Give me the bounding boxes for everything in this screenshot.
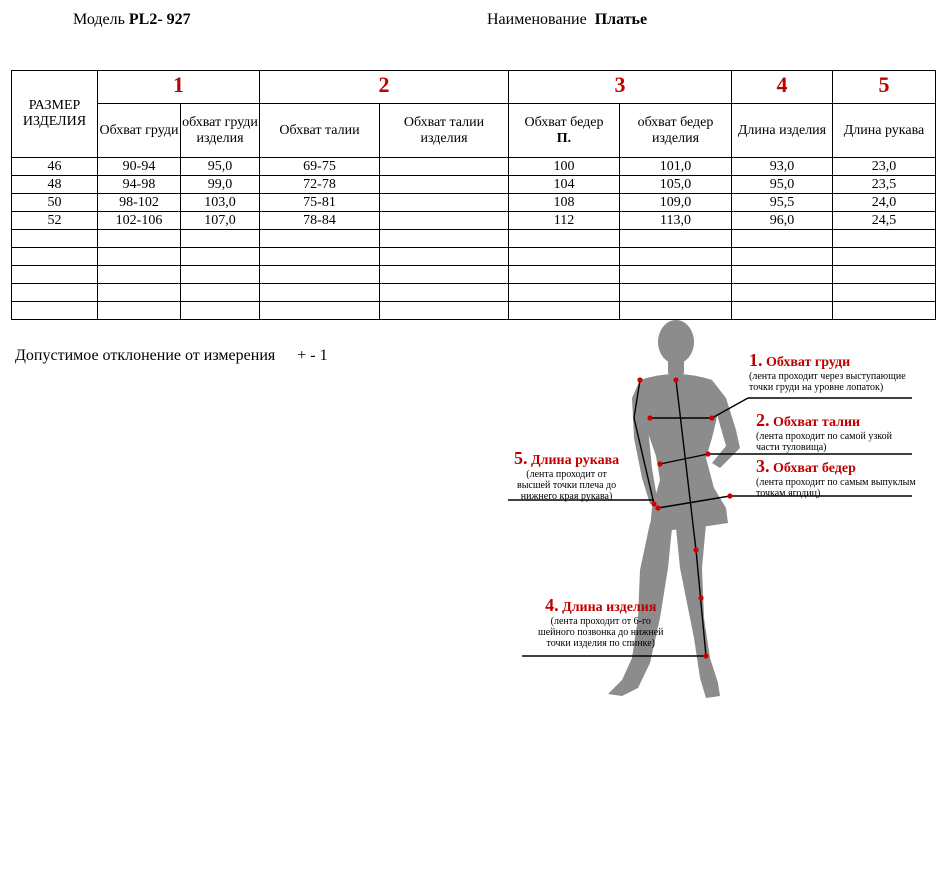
table-cell	[98, 266, 181, 284]
size-cell: 48	[12, 176, 98, 194]
table-cell	[98, 302, 181, 320]
table-cell	[260, 302, 380, 320]
size-cell: 46	[12, 158, 98, 176]
group-header-2: 2	[260, 71, 509, 104]
col-header: Длина изделия	[732, 104, 833, 158]
table-body	[12, 158, 936, 320]
table-cell: 23,5	[833, 176, 936, 194]
table-cell	[833, 284, 936, 302]
size-cell: 52	[12, 212, 98, 230]
name-line	[487, 11, 647, 29]
table-cell	[181, 248, 260, 266]
table-cell: 98-102	[98, 194, 181, 212]
table-cell	[833, 230, 936, 248]
table-row	[12, 284, 936, 302]
table-cell	[380, 176, 509, 194]
table-cell: 105,0	[620, 176, 732, 194]
table-cell: 95,0	[732, 176, 833, 194]
table-cell: 112	[509, 212, 620, 230]
table-cell: 75-81	[260, 194, 380, 212]
table-cell: 95,5	[732, 194, 833, 212]
table-cell: 24,5	[833, 212, 936, 230]
table-cell: 103,0	[181, 194, 260, 212]
model-label: Модель	[73, 11, 125, 28]
size-table	[11, 70, 936, 320]
table-cell	[181, 230, 260, 248]
table-cell	[181, 266, 260, 284]
table-row	[12, 266, 936, 284]
tolerance-value: + - 1	[297, 347, 328, 364]
table-cell: 93,0	[732, 158, 833, 176]
label-sleeve: 5. Длина рукава (лента проходит от высшей точки плеча до нижнего края рукава)	[514, 448, 620, 502]
table-cell	[380, 212, 509, 230]
table-cell: 78-84	[260, 212, 380, 230]
table-row	[12, 176, 936, 194]
size-cell	[12, 230, 98, 248]
table-cell	[380, 194, 509, 212]
table-cell: 69-75	[260, 158, 380, 176]
col-header: Обхват талии изделия	[380, 104, 509, 158]
tolerance-note	[15, 347, 328, 365]
table-cell	[732, 302, 833, 320]
table-cell	[181, 302, 260, 320]
table-cell	[509, 284, 620, 302]
table-cell	[509, 230, 620, 248]
table-cell: 107,0	[181, 212, 260, 230]
label-waist: 2. Обхват талии (лента проходит по самой узкой части туловища)	[756, 410, 892, 453]
table-cell: 113,0	[620, 212, 732, 230]
table-row	[12, 302, 936, 320]
col-header: Обхват бедер П.	[509, 104, 620, 158]
table-cell	[620, 248, 732, 266]
label-chest: 1. Обхват груди (лента проходит через выступающие точки груди на уровне лопаток)	[749, 350, 906, 393]
table-cell	[98, 284, 181, 302]
table-cell	[509, 266, 620, 284]
table-cell	[620, 266, 732, 284]
table-cell	[380, 302, 509, 320]
size-cell	[12, 248, 98, 266]
table-row	[12, 158, 936, 176]
table-cell: 94-98	[98, 176, 181, 194]
table-cell	[732, 266, 833, 284]
table-row	[12, 230, 936, 248]
size-cell: 50	[12, 194, 98, 212]
table-row	[12, 194, 936, 212]
table-cell: 100	[509, 158, 620, 176]
col-header: Обхват груди	[98, 104, 181, 158]
table-cell: 72-78	[260, 176, 380, 194]
table-cell	[620, 284, 732, 302]
table-cell	[380, 230, 509, 248]
measurement-diagram	[500, 318, 930, 708]
table-cell	[380, 248, 509, 266]
name-value: Платье	[594, 11, 648, 28]
table-cell: 109,0	[620, 194, 732, 212]
table-cell: 96,0	[732, 212, 833, 230]
col-header: обхват груди изделия	[181, 104, 260, 158]
table-cell: 23,0	[833, 158, 936, 176]
name-label: Наименование	[487, 11, 587, 28]
table-cell	[833, 302, 936, 320]
group-header-5: 5	[833, 71, 936, 104]
table-cell	[509, 248, 620, 266]
size-cell	[12, 302, 98, 320]
table-cell	[732, 230, 833, 248]
table-cell	[260, 284, 380, 302]
table-cell	[260, 230, 380, 248]
tolerance-label: Допустимое отклонение от измерения	[15, 347, 276, 364]
label-length: 4. Длина изделия (лента проходит от 6-го шейного позвонка до нижней точки изделия по спинке)	[538, 595, 664, 649]
table-cell: 101,0	[620, 158, 732, 176]
model-value: PL2- 927	[128, 11, 191, 28]
group-header-4: 4	[732, 71, 833, 104]
col-header: Длина рукава	[833, 104, 936, 158]
table-cell	[620, 230, 732, 248]
table-cell: 99,0	[181, 176, 260, 194]
size-cell	[12, 266, 98, 284]
table-cell	[380, 266, 509, 284]
table-cell	[509, 302, 620, 320]
table-cell	[732, 284, 833, 302]
table-cell	[833, 266, 936, 284]
label-hips: 3. Обхват бедер (лента проходит по самым выпуклым точкам ягодиц)	[756, 456, 916, 499]
model-line	[73, 11, 191, 29]
table-cell	[98, 230, 181, 248]
table-cell: 90-94	[98, 158, 181, 176]
size-cell	[12, 284, 98, 302]
col-header: Обхват талии	[260, 104, 380, 158]
table-cell: 95,0	[181, 158, 260, 176]
size-header: РАЗМЕР ИЗДЕЛИЯ	[12, 71, 98, 158]
col-header: обхват бедер изделия	[620, 104, 732, 158]
table-cell	[833, 248, 936, 266]
table-cell	[380, 158, 509, 176]
group-header-1: 1	[98, 71, 260, 104]
table-row	[12, 248, 936, 266]
table-cell	[260, 248, 380, 266]
table-cell	[260, 266, 380, 284]
table-cell: 102-106	[98, 212, 181, 230]
table-cell: 24,0	[833, 194, 936, 212]
table-row	[12, 212, 936, 230]
table-cell	[732, 248, 833, 266]
table-cell	[620, 302, 732, 320]
table-cell	[98, 248, 181, 266]
table-cell	[380, 284, 509, 302]
table-cell: 104	[509, 176, 620, 194]
table-cell	[181, 284, 260, 302]
table-cell: 108	[509, 194, 620, 212]
group-header-3: 3	[509, 71, 732, 104]
